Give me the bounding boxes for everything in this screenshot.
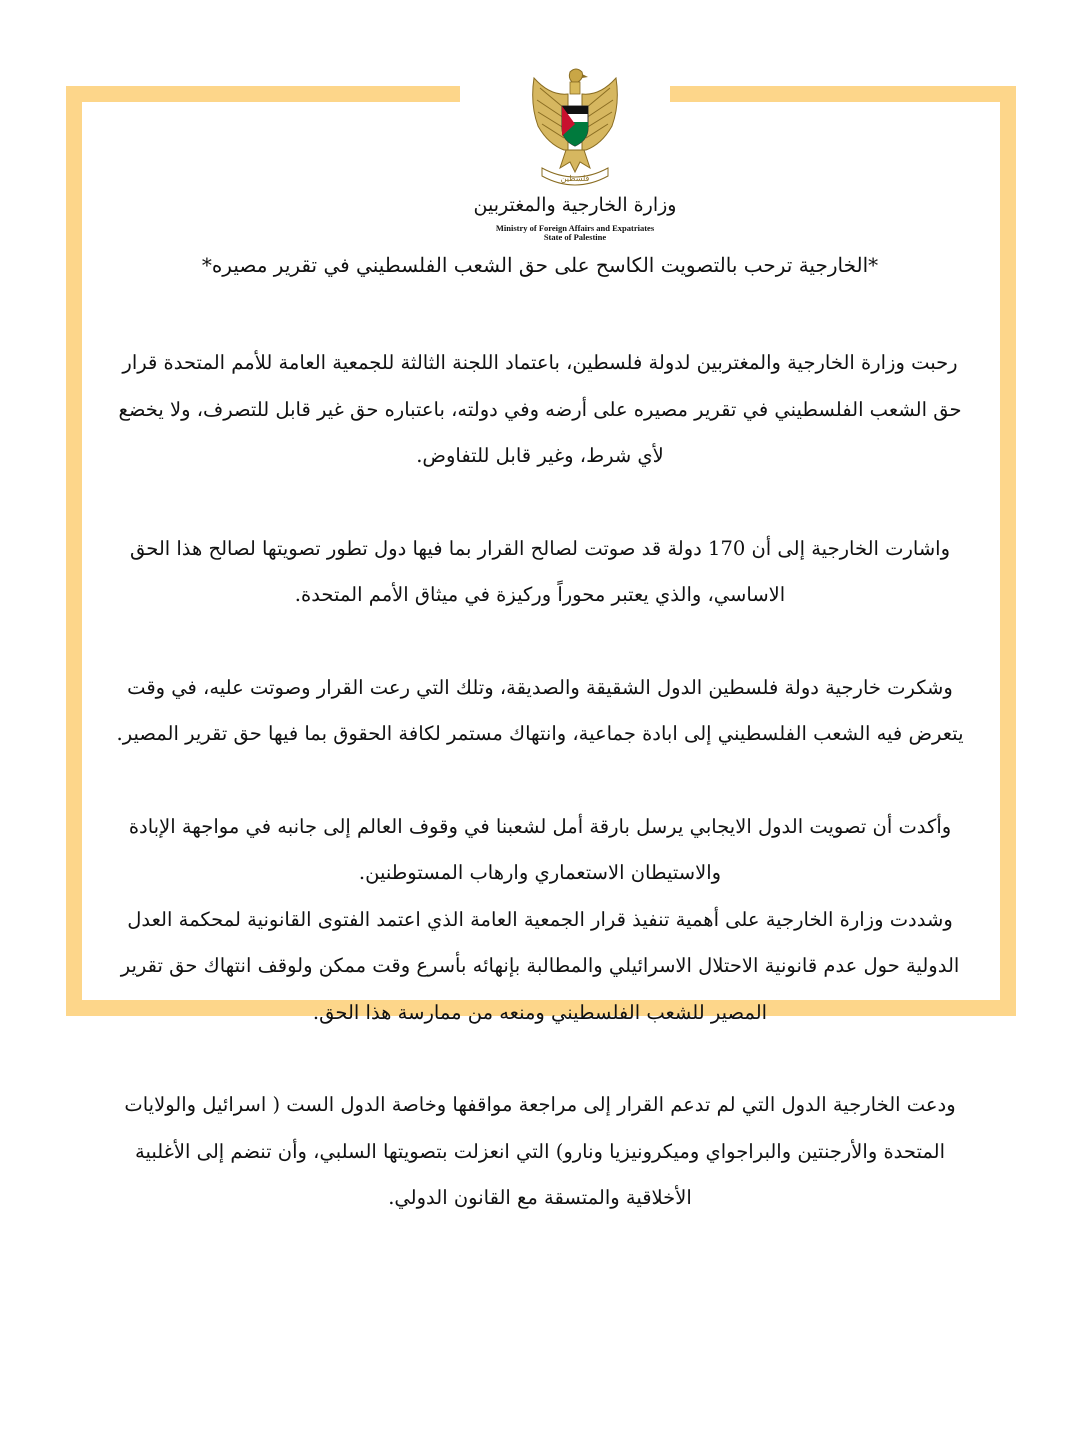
paragraph-5: وشددت وزارة الخارجية على أهمية تنفيذ قرار الجمعية العامة الذي اعتمد الفتوى القانونية لمحكمة العدل الدولية حول عدم قانونية الاحتلال الاسرائيلي والمطالبة بإنهائه بأسرع وقت ممكن ولوقف انتهاك حق تقرير المصير للشعب الفلسطيني ومنعه من ممارسة هذا الحق. — [120, 907, 960, 1024]
statement-body — [110, 340, 970, 1222]
eagle-icon — [520, 64, 630, 194]
frame-top-left — [66, 86, 460, 102]
frame-left — [66, 86, 82, 1016]
frame-top-right — [670, 86, 1016, 102]
paragraph-3: وشكرت خارجية دولة فلسطين الدول الشقيقة والصديقة، وتلك التي رعت القرار وصوتت عليه، في وقت يتعرض فيه الشعب الفلسطيني إلى ابادة جماعية، وانتهاك مستمر لكافة الحقوق بما فيها حق تقرير المصير. — [116, 675, 964, 745]
paragraph-6: ودعت الخارجية الدول التي لم تدعم القرار إلى مراجعة مواقفها وخاصة الدول الست ( اسرائيل والولايات المتحدة والأرجنتين والبراجواي وميكرونيزيا ونارو) التي انعزلت بتصويتها السلبي، وأن تنضم إلى الأغلبية الأخلاقية والمتسقة مع القانون الدولي. — [124, 1093, 956, 1209]
ministry-name-arabic: وزارة الخارجية والمغتربين — [473, 194, 677, 216]
paragraph-2: واشارت الخارجية إلى أن 170 دولة قد صوتت لصالح القرار بما فيها دول تطور تصويتها لصالح هذا الحق الاساسي، والذي يعتبر محوراً وركيزة في ميثاق الأمم المتحدة. — [129, 536, 951, 606]
paragraph-1: رحبت وزارة الخارجية والمغتربين لدولة فلسطين، باعتماد اللجنة الثالثة للجمعية العامة للأمم المتحدة قرار حق الشعب الفلسطيني في تقرير مصيره على أرضه وفي دولته، باعتباره حق غير قابل للتصرف، ولا يخضع لأي شرط، وغير قابل للتفاوض. — [118, 351, 962, 467]
state-name-english: State of Palestine — [543, 232, 607, 242]
page-title: *الخارجية ترحب بالتصويت الكاسح على حق الشعب الفلسطيني في تقرير مصيره* — [201, 253, 879, 277]
paragraph-4: وأكدت أن تصويت الدول الايجابي يرسل بارقة أمل لشعبنا في وقوف العالم إلى جانبه في مواجهة الإبادة والاستيطان الاستعماري وارهاب المستوطنين. — [128, 814, 952, 884]
frame-right — [1000, 86, 1016, 1016]
emblem-banner-text: فلسطين — [560, 174, 590, 183]
ministry-name-english-block — [470, 224, 680, 242]
ministry-name-english: Ministry of Foreign Affairs and Expatriates — [495, 223, 655, 233]
